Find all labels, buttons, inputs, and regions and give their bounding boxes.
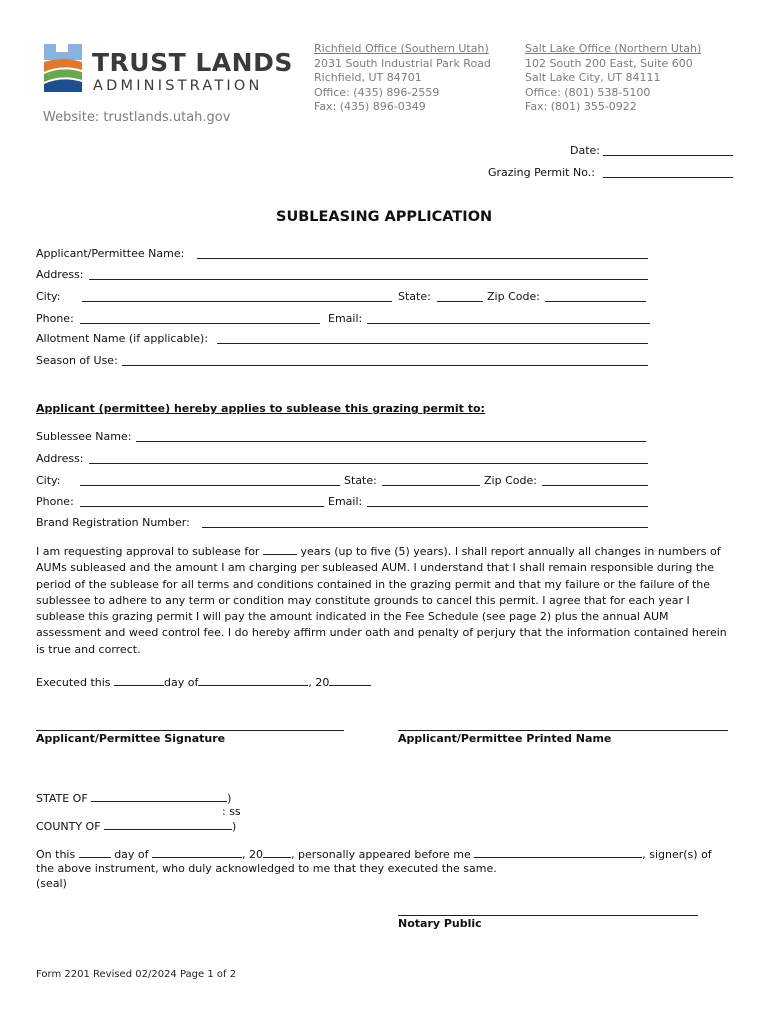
office-south-street: 2031 South Industrial Park Road [314, 56, 491, 70]
season-field[interactable] [122, 365, 648, 366]
applicant-address-field[interactable] [89, 279, 648, 280]
sublessee-address-field[interactable] [89, 463, 648, 464]
sublessee-name-field[interactable] [136, 441, 646, 442]
notary-public-label: Notary Public [398, 917, 482, 930]
notary-line2: the above instrument, who duly acknowledged to me that they executed the same. [36, 862, 497, 875]
applicant-city-label: City: [36, 290, 61, 303]
printed-name-line[interactable] [398, 730, 728, 731]
applicant-address-label: Address: [36, 268, 84, 281]
applicant-state-field[interactable] [437, 301, 483, 302]
allotment-field[interactable] [217, 343, 648, 344]
logo-wordmark-bottom: ADMINISTRATION [93, 78, 263, 94]
county-of-field[interactable] [104, 819, 232, 830]
form-footer: Form 2201 Revised 02/2024 Page 1 of 2 [36, 969, 237, 980]
permit-number-field[interactable] [603, 177, 733, 178]
office-north-phone: Office: (801) 538-5100 [525, 85, 651, 99]
sublessee-email-field[interactable] [367, 506, 648, 507]
executed-year-field[interactable] [329, 675, 371, 686]
on-this-label: On this [36, 848, 76, 861]
executed-month-field[interactable] [198, 675, 308, 686]
notary-month-field[interactable] [152, 847, 242, 858]
logo-wordmark-top: TRUST LANDS [92, 48, 293, 77]
sublessee-phone-field[interactable] [80, 506, 324, 507]
applicant-zip-field[interactable] [545, 301, 646, 302]
sublessee-name-label: Sublessee Name: [36, 430, 132, 443]
notary-signature-line[interactable] [398, 915, 698, 916]
website-link[interactable]: Website: trustlands.utah.gov [43, 110, 231, 125]
notary-day-of: day of [114, 848, 149, 861]
sublessee-zip-field[interactable] [542, 485, 648, 486]
trust-lands-logo-mark [42, 42, 82, 94]
statement-part1: I am requesting approval to sublease for [36, 545, 260, 558]
season-label: Season of Use: [36, 354, 118, 367]
executed-day-field[interactable] [114, 675, 164, 686]
state-of-label: STATE OF [36, 792, 88, 805]
seal-label: (seal) [36, 877, 67, 890]
notary-on-this-line [36, 847, 712, 861]
notary-appeared: , personally appeared before me [291, 848, 471, 861]
allotment-label: Allotment Name (if applicable): [36, 332, 209, 345]
applicant-state-label: State: [398, 290, 431, 303]
sublessee-city-field[interactable] [80, 485, 340, 486]
sublessee-address-label: Address: [36, 452, 84, 465]
applicant-name-label: Applicant/Permittee Name: [36, 247, 185, 260]
state-of-line: STATE OF ) [36, 792, 232, 805]
applicant-zip-label: Zip Code: [487, 290, 540, 303]
office-south-name: Richfield Office (Southern Utah) [314, 42, 489, 55]
office-south-city: Richfield, UT 84701 [314, 71, 422, 84]
sublessee-zip-label: Zip Code: [484, 474, 537, 487]
signature-label: Applicant/Permittee Signature [36, 732, 226, 745]
permit-label: Grazing Permit No.: [488, 166, 595, 179]
state-of-field[interactable] [91, 791, 227, 802]
notary-day-field[interactable] [79, 847, 111, 858]
office-south-fax: Fax: (435) 896-0349 [314, 100, 426, 113]
office-south-phone: Office: (435) 896-2559 [314, 85, 440, 99]
notary-signers: , signer(s) of [642, 848, 712, 861]
executed-line [36, 675, 371, 689]
office-north [525, 42, 701, 115]
applicant-phone-label: Phone: [36, 312, 74, 325]
notary-signer-field[interactable] [474, 847, 642, 858]
notary-year-prefix: , 20 [242, 848, 264, 861]
statement-part2: years (up to five (5) years). I shall report annually all changes in numbers of AUMs subleased and the amount I am charging per subleased AUM. I understand that I shall remain responsible during the period of the sublease for all terms and conditions contained in the grazing permit and that my failure or the failure of the sublessee to adhere to any term or condition may constitute grounds to cancel this permit. I agree that for each year I sublease this grazing permit I will pay the amount indicated in the Fee Schedule (see page 2) plus the annual AUM assessment and weed control fee. I do hereby affirm under oath and penalty of perjury that the information contained herein is true and correct. [36, 545, 727, 656]
date-label: Date: [570, 144, 600, 157]
page-title: SUBLEASING APPLICATION [276, 209, 493, 225]
sublessee-state-label: State: [344, 474, 377, 487]
executed-day-of: day of [164, 676, 199, 689]
applicant-email-label: Email: [328, 312, 363, 325]
brand-field[interactable] [202, 527, 648, 528]
brand-label: Brand Registration Number: [36, 516, 190, 529]
office-south [314, 42, 491, 115]
statement-paragraph [36, 544, 736, 658]
office-north-street: 102 South 200 East, Suite 600 [525, 56, 693, 70]
ss-label: : ss [222, 805, 241, 818]
printed-name-label: Applicant/Permittee Printed Name [398, 732, 612, 745]
sublease-heading: Applicant (permittee) hereby applies to sublease this grazing permit to: [36, 402, 485, 415]
county-of-line: COUNTY OF ) [36, 820, 237, 833]
applicant-email-field[interactable] [367, 323, 650, 324]
county-of-label: COUNTY OF [36, 820, 101, 833]
sublessee-city-label: City: [36, 474, 61, 487]
notary-year-field[interactable] [263, 847, 291, 858]
executed-year-prefix: , 20 [308, 676, 330, 689]
applicant-name-field[interactable] [197, 258, 648, 259]
signature-line[interactable] [36, 730, 344, 731]
executed-prefix: Executed this [36, 676, 111, 689]
sublessee-email-label: Email: [328, 495, 363, 508]
office-north-fax: Fax: (801) 355-0922 [525, 100, 637, 113]
sublessee-phone-label: Phone: [36, 495, 74, 508]
applicant-phone-field[interactable] [80, 323, 320, 324]
sublease-years-field[interactable] [263, 544, 297, 555]
office-north-name: Salt Lake Office (Northern Utah) [525, 42, 702, 55]
office-north-city: Salt Lake City, UT 84111 [525, 71, 661, 84]
sublessee-state-field[interactable] [382, 485, 480, 486]
date-field[interactable] [603, 155, 733, 156]
applicant-city-field[interactable] [82, 301, 392, 302]
